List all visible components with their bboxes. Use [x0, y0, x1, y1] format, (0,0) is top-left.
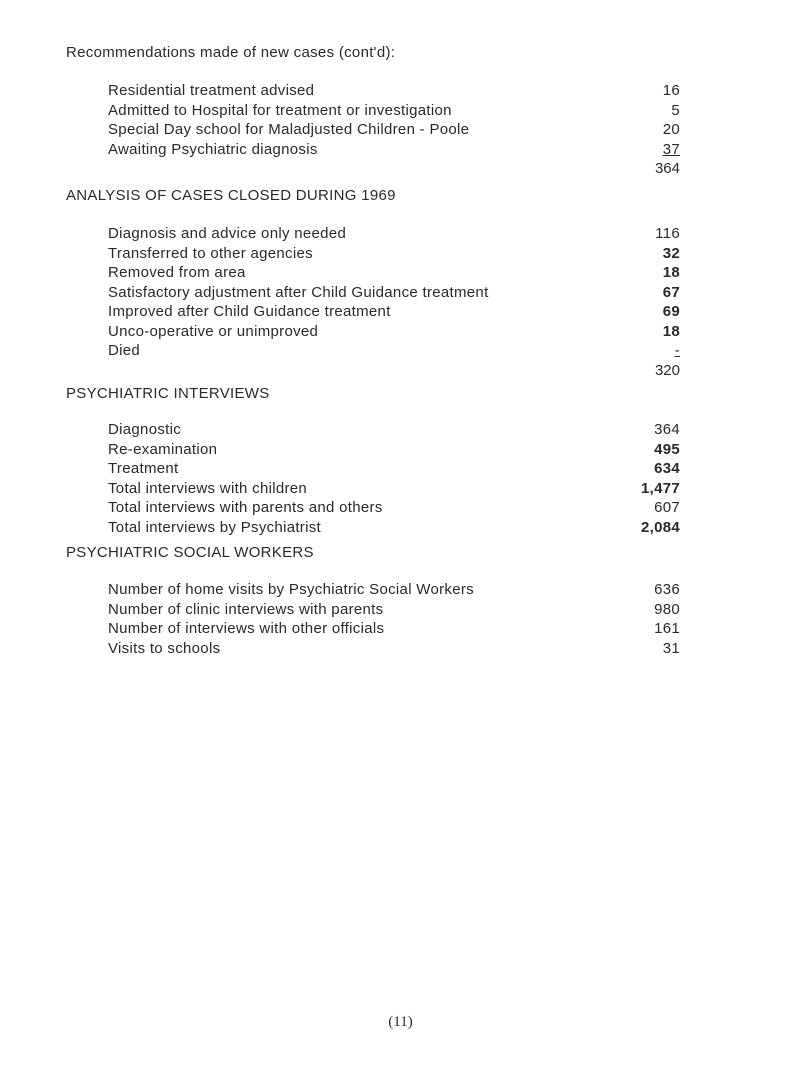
row-value: 636	[654, 581, 680, 598]
row-label: Diagnostic	[108, 421, 182, 438]
row-value: 31	[662, 639, 680, 657]
row-label: Visits to schools	[108, 639, 221, 657]
row-value: 116	[655, 225, 680, 242]
row-value: 364	[654, 421, 680, 438]
row-label: Unco-operative or unimproved	[108, 322, 319, 340]
closed-section	[108, 225, 680, 381]
row-value: 5	[671, 101, 680, 119]
interviews-section	[108, 421, 680, 538]
list-item	[108, 102, 680, 122]
row-label: Awaiting Psychiatric diagnosis	[108, 140, 318, 158]
social-workers-heading: PSYCHIATRIC SOCIAL WORKERS	[66, 544, 314, 561]
row-label: Died	[108, 342, 141, 359]
list-item	[108, 82, 680, 102]
row-label: Total interviews with parents and others	[108, 499, 383, 516]
list-item	[108, 141, 680, 161]
row-label: Re-examination	[108, 440, 218, 458]
row-label: Admitted to Hospital for treatment or investigation	[108, 101, 452, 119]
row-label: Residential treatment advised	[108, 82, 315, 99]
row-label: Removed from area	[108, 264, 246, 281]
row-label: Total interviews by Psychiatrist	[108, 518, 322, 536]
row-value: 18	[662, 264, 680, 281]
row-label: Special Day school for Maladjusted Children - Poole	[108, 121, 470, 138]
row-value: 495	[654, 440, 680, 458]
row-label: Improved after Child Guidance treatment	[108, 303, 391, 320]
list-item	[108, 421, 680, 441]
list-item	[108, 225, 680, 245]
list-item	[108, 121, 680, 141]
list-item	[108, 601, 680, 621]
row-label: Treatment	[108, 460, 179, 477]
row-label: Number of clinic interviews with parents	[108, 600, 384, 618]
list-item	[108, 581, 680, 601]
list-item	[108, 441, 680, 461]
row-label: Number of home visits by Psychiatric Social Workers	[108, 581, 474, 598]
list-item	[108, 499, 680, 519]
list-item	[108, 323, 680, 343]
interviews-heading: PSYCHIATRIC INTERVIEWS	[66, 385, 270, 402]
row-label: Satisfactory adjustment after Child Guidance treatment	[108, 283, 489, 301]
list-item	[108, 480, 680, 500]
row-value: 20	[662, 121, 680, 138]
row-value: 161	[654, 620, 680, 637]
list-item	[108, 264, 680, 284]
list-item	[108, 620, 680, 640]
row-value: 37	[662, 140, 680, 158]
list-item	[108, 519, 680, 539]
row-label: Number of interviews with other officials	[108, 620, 385, 637]
social-workers-section	[108, 581, 680, 659]
recommendations-total: 364	[654, 160, 680, 177]
row-value: 607	[654, 499, 680, 516]
row-value: -	[674, 342, 680, 359]
recommendations-section	[108, 82, 680, 180]
closed-heading: ANALYSIS OF CASES CLOSED DURING 1969	[66, 187, 396, 204]
closed-total: 320	[654, 361, 680, 379]
list-item	[108, 342, 680, 362]
row-value: 2,084	[640, 518, 680, 536]
row-label: Total interviews with children	[108, 479, 308, 497]
row-label: Transferred to other agencies	[108, 244, 313, 262]
row-label: Diagnosis and advice only needed	[108, 225, 347, 242]
row-value: 69	[662, 303, 680, 320]
row-value: 16	[662, 82, 680, 99]
row-value: 32	[662, 244, 680, 262]
row-value: 18	[662, 322, 680, 340]
intro-heading: Recommendations made of new cases (cont'd):	[66, 44, 396, 61]
row-value: 67	[662, 283, 680, 301]
row-value: 980	[654, 600, 680, 618]
list-item	[108, 460, 680, 480]
list-item	[108, 640, 680, 660]
page-number: (11)	[388, 1014, 413, 1030]
list-item	[108, 303, 680, 323]
list-item	[108, 284, 680, 304]
row-value: 634	[654, 460, 680, 477]
row-value: 1,477	[640, 479, 680, 497]
list-item	[108, 245, 680, 265]
